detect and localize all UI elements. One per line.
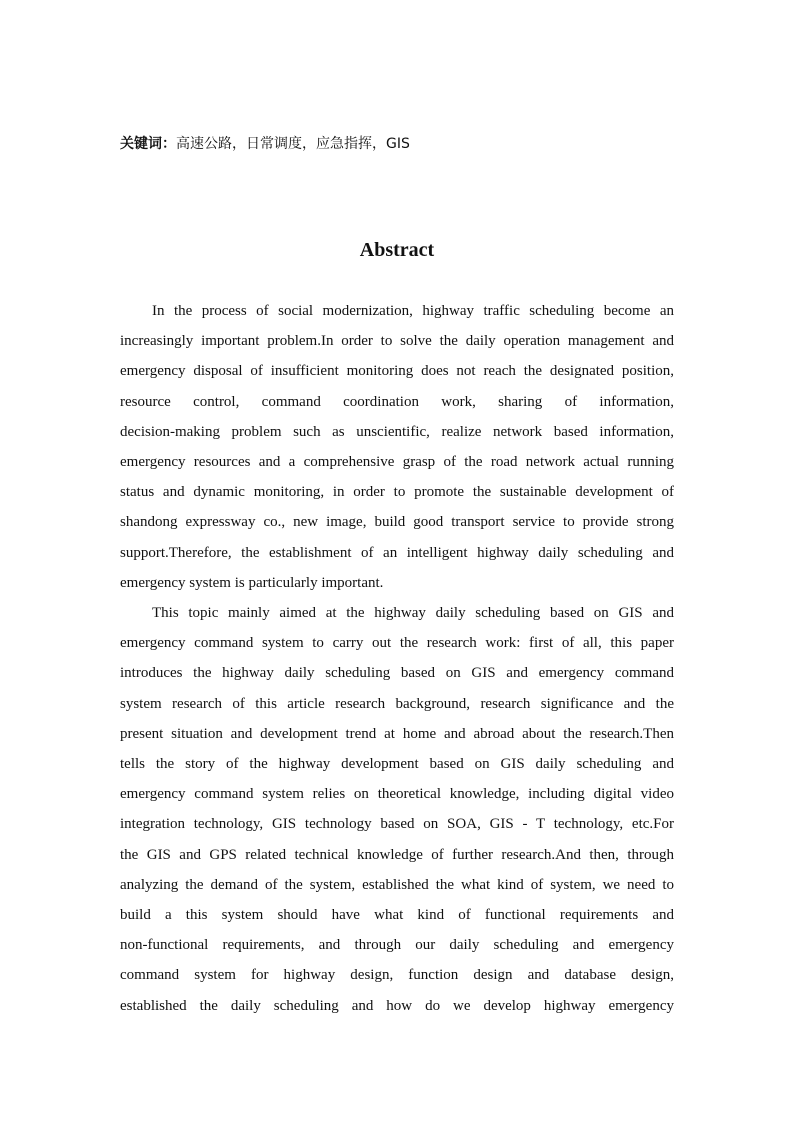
text-line: resource control, command coordination work, sharing of information, xyxy=(120,393,674,410)
abstract-title: Abstract xyxy=(359,239,435,261)
keywords-label: 关键词 xyxy=(120,136,162,152)
text-line: integration technology, GIS technology based on SOA, GIS - T technology, etc.For xyxy=(120,816,674,833)
text-line: command system for highway design, function design and database design, xyxy=(120,967,674,984)
text-line: emergency command system to carry out the research work: first of all, this paper xyxy=(120,635,674,652)
text-line: emergency system is particularly important. xyxy=(120,574,384,591)
text-line: tells the story of the highway development based on GIS daily scheduling and xyxy=(120,756,674,773)
text-line: the GIS and GPS related technical knowledge of further research.And then, through xyxy=(120,846,674,863)
text-line: established the daily scheduling and how do we develop highway emergency xyxy=(120,997,674,1014)
text-line: This topic mainly aimed at the highway daily scheduling based on GIS and xyxy=(152,605,674,622)
abstract-paragraph-1 xyxy=(120,296,674,598)
text-line: analyzing the demand of the system, established the what kind of system, we need to xyxy=(120,876,674,893)
text-line: build a this system should have what kind of functional requirements and xyxy=(120,907,674,924)
text-line: increasingly important problem.In order to solve the daily operation management and xyxy=(120,333,674,350)
keywords-separator: ： xyxy=(162,136,176,152)
text-line: status and dynamic monitoring, in order to promote the sustainable development of xyxy=(120,484,674,501)
text-line: support.Therefore, the establishment of an intelligent highway daily scheduling and xyxy=(120,544,674,561)
text-line: introduces the highway daily scheduling based on GIS and emergency command xyxy=(120,665,674,682)
text-line: emergency resources and a comprehensive grasp of the road network actual running xyxy=(120,454,674,471)
abstract-body xyxy=(120,296,674,1021)
keywords-line xyxy=(120,133,680,155)
text-line: emergency command system relies on theoretical knowledge, including digital video xyxy=(120,786,674,803)
text-line: decision-making problem such as unscientific, realize network based information, xyxy=(120,423,674,440)
text-line: In the process of social modernization, highway traffic scheduling become an xyxy=(152,303,674,319)
abstract-paragraph-2 xyxy=(120,598,674,1021)
text-line: present situation and development trend at home and abroad about the research.Then xyxy=(120,725,674,742)
text-line: shandong expressway co., new image, build good transport service to provide strong xyxy=(120,514,674,531)
text-line: emergency disposal of insufficient monitoring does not reach the designated position, xyxy=(120,363,674,380)
text-line: system research of this article research background, research significance and the xyxy=(120,695,674,712)
text-line: non-functional requirements, and through our daily scheduling and emergency xyxy=(120,937,674,954)
keywords-text: 高速公路，日常调度，应急指挥，GIS xyxy=(176,136,410,152)
